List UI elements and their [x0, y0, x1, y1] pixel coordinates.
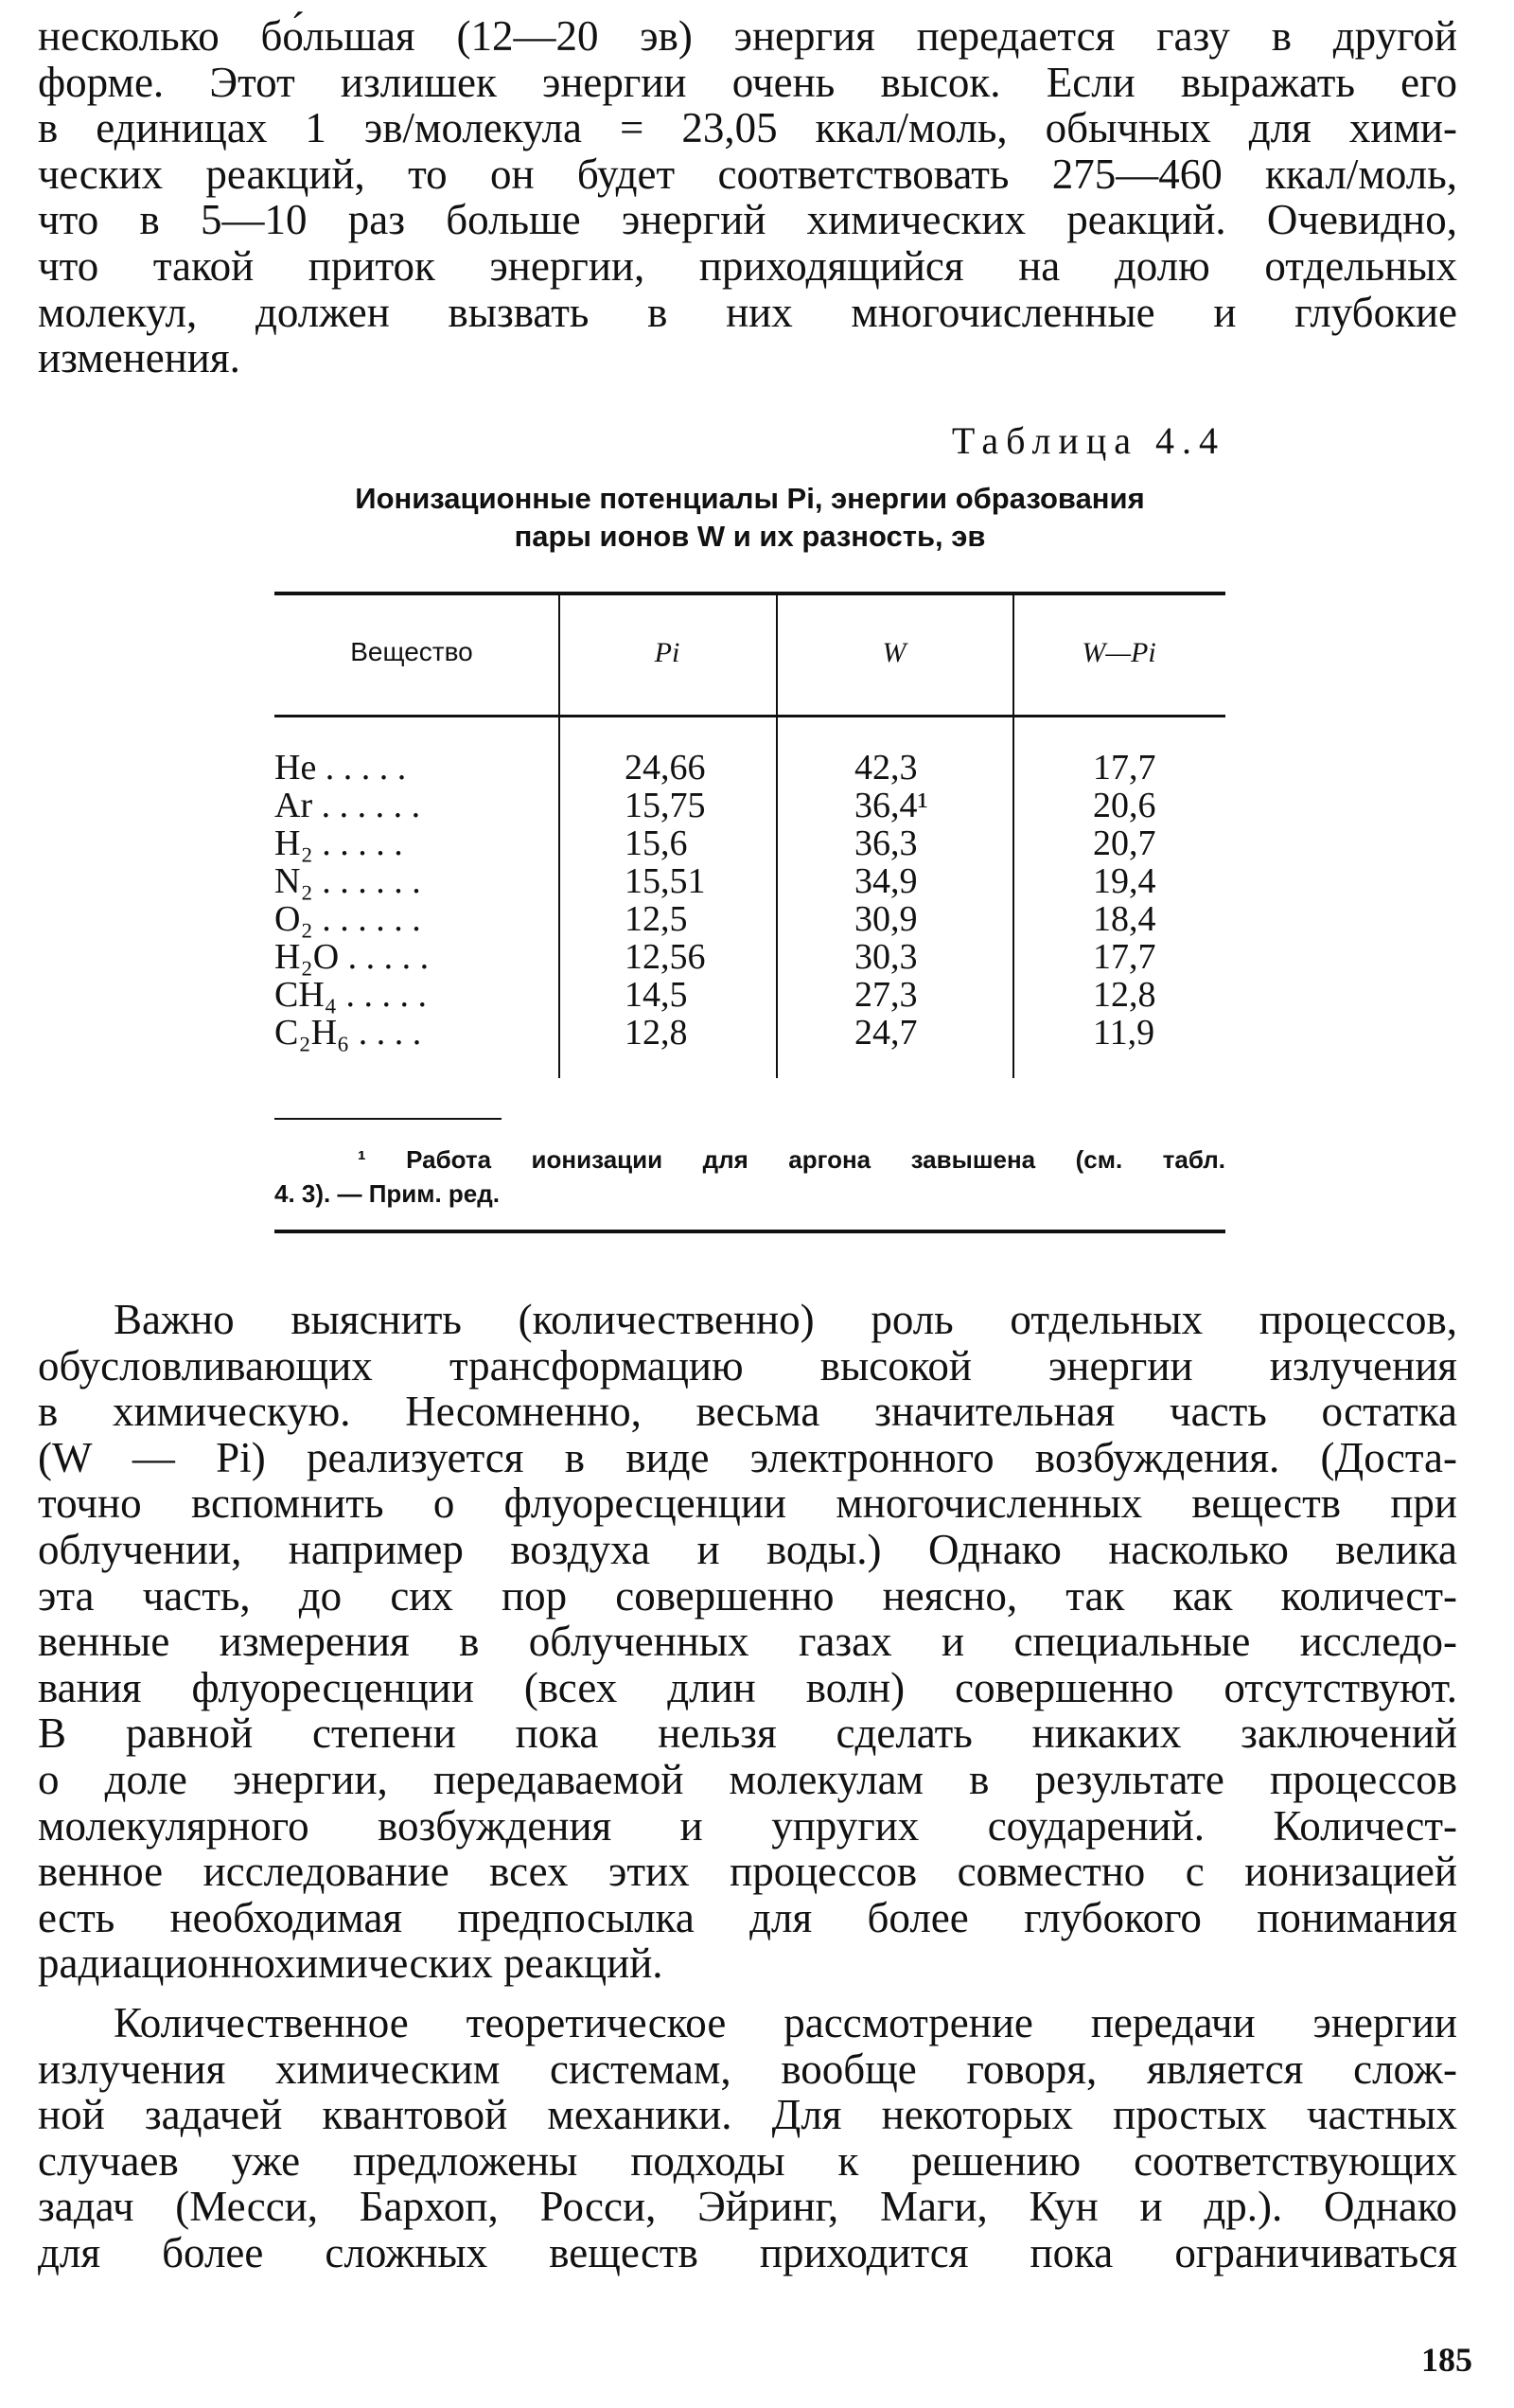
text-line: излучения химическим системам, вообще говоря, является слож-: [38, 2045, 1457, 2093]
cell-w: 36,4¹: [854, 786, 928, 825]
cell-substance: He . . . . .: [274, 748, 407, 788]
cell-substance: CH₄ . . . . .: [274, 975, 428, 1015]
page-body: [38, 13, 1457, 381]
cell-w: 27,3: [854, 975, 918, 1015]
cell-pi: 15,6: [625, 823, 688, 863]
text-line: В равной степени пока нельзя сделать никаких заключений: [38, 1709, 1457, 1758]
cell-w: 30,9: [854, 899, 918, 939]
text-line: молекул, должен вызвать в них многочисленные и глубокие: [38, 288, 1457, 336]
cell-w: 42,3: [854, 748, 918, 788]
cell-w: 34,9: [854, 861, 918, 901]
table-title-line: Ионизационные потенциалы Pi, энергии образования: [355, 482, 1145, 515]
table-row: [274, 936, 1225, 977]
cell-diff: 20,6: [1093, 786, 1156, 825]
text-line: обусловливающих трансформацию высокой энергии излучения: [38, 1341, 1457, 1390]
cell-pi: 12,56: [625, 937, 706, 977]
table-row: [274, 1012, 1225, 1053]
cell-substance: O₂ . . . . . .: [274, 899, 421, 939]
cell-diff: 11,9: [1093, 1013, 1155, 1053]
footnote-line: ¹ Работа ионизации для аргона завышена (см. табл.: [358, 1145, 1225, 1174]
cell-diff: 17,7: [1093, 748, 1156, 788]
text-line: точно вспомнить о флуоресценции многочисленных веществ при: [38, 1479, 1457, 1528]
top-paragraph: [38, 13, 1457, 381]
text-line: в единицах 1 эв/молекула = 23,05 ккал/моль, обычных для хими-: [38, 104, 1457, 152]
text-line: молекулярного возбуждения и упругих соударений. Количест-: [38, 1801, 1457, 1850]
table-title: [274, 480, 1225, 556]
header-w: W: [882, 637, 907, 668]
text-line: венные измерения в облученных газах и специальные исследо-: [38, 1618, 1457, 1666]
page-number: 185: [1421, 2341, 1472, 2379]
cell-w: 30,3: [854, 937, 918, 977]
text-line: (W — Pi) реализуется в виде электронного возбуждения. (Доста-: [38, 1433, 1457, 1481]
body-text-lower: [38, 1297, 1457, 2275]
text-line: что в 5—10 раз больше энергий химических реакций. Очевидно,: [38, 196, 1457, 244]
text-line: Важно выяснить (количественно) роль отдельных процессов,: [114, 1296, 1457, 1343]
text-line: венное исследование всех этих процессов совместно с ионизацией: [38, 1848, 1457, 1896]
cell-substance: H₂O . . . . .: [274, 937, 430, 977]
cell-diff: 20,7: [1093, 823, 1156, 863]
footnote-rule: [274, 1118, 502, 1120]
footnote-line: 4. 3). — Прим. ред.: [274, 1179, 500, 1208]
column-divider: [558, 595, 560, 718]
table-row: [274, 785, 1225, 823]
table-bottom-rule: [274, 1230, 1225, 1233]
cell-substance: C₂H₆ . . . .: [274, 1013, 422, 1053]
cell-pi: 14,5: [625, 975, 688, 1015]
cell-pi: 12,8: [625, 1013, 688, 1053]
cell-substance: H₂ . . . . .: [274, 823, 403, 863]
text-line: несколько бо́льшая (12—20 эв) энергия передается газу в другой: [38, 12, 1457, 60]
header-w-minus-pi: W—Pi: [1082, 637, 1156, 668]
cell-w: 24,7: [854, 1013, 918, 1053]
table-label: Таблица 4.4: [951, 419, 1225, 462]
text-line: ной задачей квантовой механики. Для некоторых простых частных: [38, 2091, 1457, 2139]
text-line: Количественное теоретическое рассмотрение передачи энергии: [114, 1998, 1457, 2046]
paragraph-2: [38, 1297, 1457, 1987]
text-line: есть необходимая предпосылка для более глубокого понимания: [38, 1893, 1457, 1941]
text-line: в химическую. Несомненно, весьма значительная часть остатка: [38, 1388, 1457, 1436]
table-row: [274, 898, 1225, 939]
table-grid: [274, 595, 1225, 1208]
text-line: ческих реакций, то он будет соответствовать 275—460 ккал/моль,: [38, 150, 1457, 198]
cell-diff: 18,4: [1093, 899, 1156, 939]
text-line: форме. Этот излишек энергии очень высок. Если выражать его: [38, 58, 1457, 106]
table-row: [274, 974, 1225, 1015]
text-line: задач (Месси, Бархоп, Росси, Эйринг, Маги, Кун и др.). Однако: [38, 2183, 1457, 2231]
cell-diff: 12,8: [1093, 975, 1156, 1015]
table-footnote: [274, 1142, 1225, 1211]
text-line: случаев уже предложены подходы к решению соответствующих: [38, 2136, 1457, 2185]
text-line: эта часть, до сих пор совершенно неясно, так как количест-: [38, 1571, 1457, 1620]
table-row: [274, 823, 1225, 863]
cell-pi: 15,75: [625, 786, 706, 825]
text-line: вания флуоресценции (всех длин волн) совершенно отсутствуют.: [38, 1663, 1457, 1711]
column-divider: [776, 595, 778, 718]
cell-substance: N₂ . . . . . .: [274, 861, 421, 901]
text-line: изменения.: [38, 334, 240, 382]
text-line: для более сложных веществ приходится пока ограничиваться: [38, 2228, 1457, 2276]
cell-substance: Ar . . . . . .: [274, 786, 421, 825]
table-row: [274, 860, 1225, 901]
cell-pi: 15,51: [625, 861, 706, 901]
text-line: облучении, например воздуха и воды.) Однако насколько велика: [38, 1525, 1457, 1573]
text-line: радиационнохимических реакций.: [38, 1939, 663, 1988]
header-rule: [274, 715, 1225, 717]
cell-diff: 19,4: [1093, 861, 1156, 901]
cell-pi: 24,66: [625, 748, 706, 788]
header-substance: Вещество: [350, 637, 473, 666]
cell-diff: 17,7: [1093, 937, 1156, 977]
table-title-line: пары ионов W и их разность, эв: [514, 520, 986, 553]
text-line: что такой приток энергии, приходящийся на долю отдельных: [38, 241, 1457, 290]
cell-w: 36,3: [854, 823, 918, 863]
paragraph-3: [38, 2000, 1457, 2276]
text-line: о доле энергии, передаваемой молекулам в результате процессов: [38, 1755, 1457, 1803]
header-pi: Pi: [654, 637, 680, 668]
cell-pi: 12,5: [625, 899, 688, 939]
table-row: [274, 747, 1225, 788]
table-4-4: [274, 418, 1225, 1208]
